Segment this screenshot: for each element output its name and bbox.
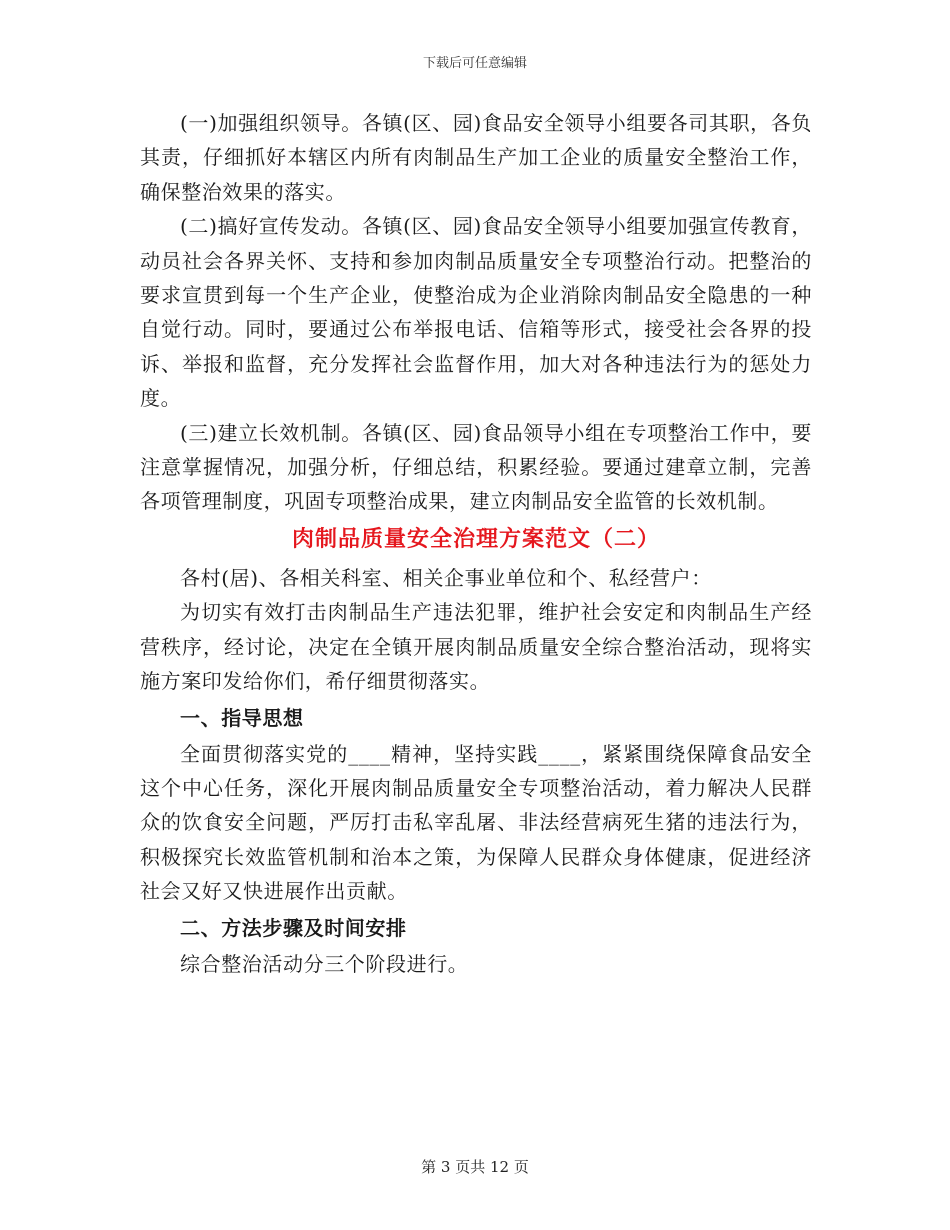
page-number: 第 3 页共 12 页: [421, 1158, 529, 1176]
document-title: 肉制品质量安全治理方案范文（二）: [291, 526, 660, 552]
paragraph-three-stages: 综合整治活动分三个阶段进行。: [180, 951, 469, 976]
paragraph-long-term-mechanism: (三)建立长效机制。各镇(区、园)食品领导小组在专项整治工作中，要注意掌握情况，加强分析，仔细总结，积累经验。要通过建章立制，完善各项管理制度，巩固专项整治成果，建立肉制品安全监管的长效机制。: [140, 420, 812, 514]
page-header: 下载后可任意编辑: [422, 56, 527, 71]
paragraph-introduction: 为切实有效打击肉制品生产违法犯罪，维护社会安定和肉制品生产经营秩序，经讨论，决定在全镇开展肉制品质量安全综合整治活动，现将实施方案印发给你们，希仔细贯彻落实。: [140, 600, 812, 694]
paragraph-guiding-ideology: 全面贯彻落实党的____精神，坚持实践____，紧紧围绕保障食品安全这个中心任务，深化开展肉制品质量安全专项整治活动，着力解决人民群众的饮食安全问题，严厉打击私宰乱屠、非法经营病死生猪的违法行为，积极探究长效监管机制和治本之策，为保障人民群众身体健康，促进经济社会又好又快进展作出贡献。: [140, 741, 812, 904]
paragraph-publicity: (二)搞好宣传发动。各镇(区、园)食品安全领导小组要加强宣传教育，动员社会各界关怀、支持和参加肉制品质量安全专项整治行动。把整治的要求宣贯到每一个生产企业，使整治成为企业消除肉制品安全隐患的一种自觉行动。同时，要通过公布举报电话、信箱等形式，接受社会各界的投诉、举报和监督，充分发挥社会监督作用，加大对各种违法行为的惩处力度。: [140, 214, 812, 411]
paragraph-addressees: 各村(居)、各相关科室、相关企事业单位和个、私经营户：: [180, 565, 712, 590]
section-heading-guiding-ideology: 一、指导思想: [180, 705, 304, 730]
document-body: [140, 106, 812, 981]
section-heading-steps-schedule: 二、方法步骤及时间安排: [180, 915, 407, 940]
paragraph-organization-leadership: (一)加强组织领导。各镇(区、园)食品安全领导小组要各司其职，各负其责，仔细抓好本辖区内所有肉制品生产加工企业的质量安全整治工作，确保整治效果的落实。: [140, 111, 812, 204]
